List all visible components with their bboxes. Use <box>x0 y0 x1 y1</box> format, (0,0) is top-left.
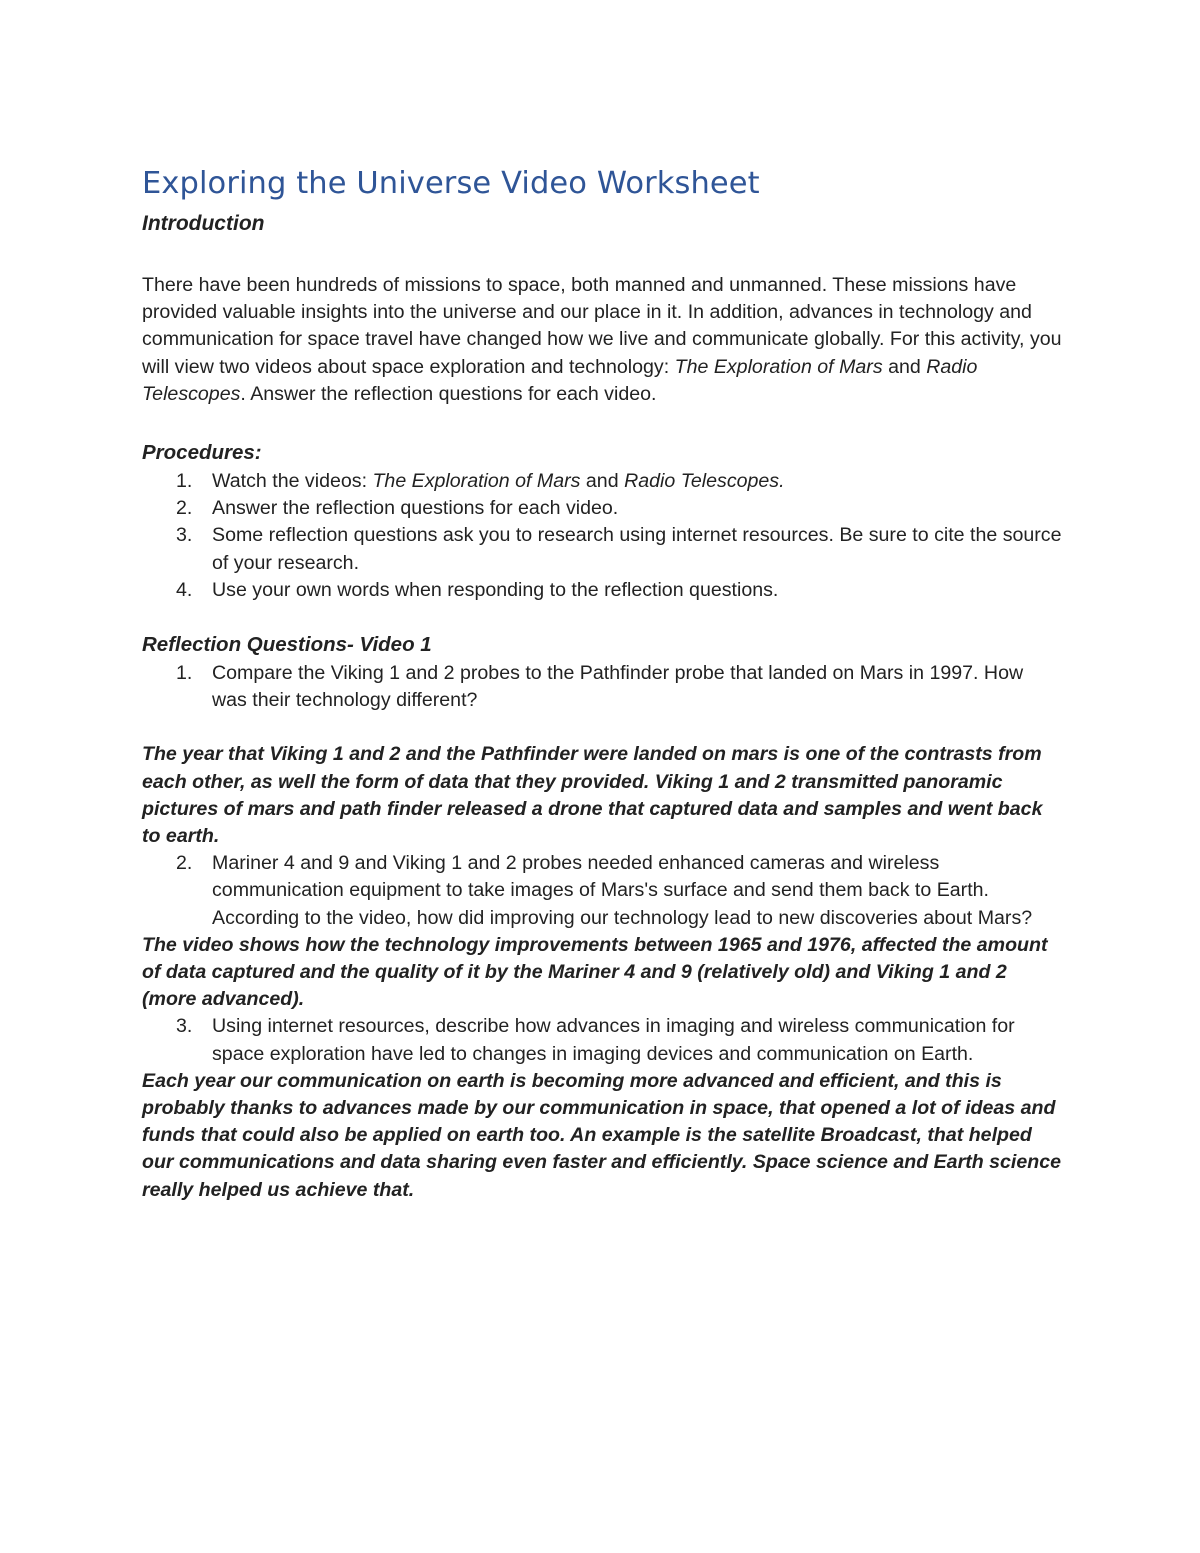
procedures-list <box>142 468 1062 604</box>
intro-joiner: and <box>882 355 927 378</box>
step-video2-title: Radio Telescopes. <box>624 470 785 493</box>
question-item <box>142 850 1062 932</box>
procedures-heading: Procedures: <box>142 441 262 465</box>
video1-title: The Exploration of Mars <box>674 355 883 378</box>
video2-title: Radio Telescopes <box>142 355 978 405</box>
step-joiner: and <box>580 470 625 493</box>
document-page <box>142 160 1062 1204</box>
question-number: 3. <box>176 1015 193 1038</box>
procedure-step <box>142 495 1062 522</box>
question-number: 2. <box>176 852 193 875</box>
question-text: Using internet resources, describe how advances in imaging and wireless communication for space exploration have led to changes in imaging devices and communication on Earth. <box>212 1015 1015 1065</box>
question-list <box>142 850 1062 932</box>
answer-text: Each year our communication on earth is becoming more advanced and efficient, and this is probably thanks to advances made by our communication in space, that opened a lot of ideas and funds that could also be applied on earth too. An example is the satellite Broadcast, that helped our communications and data sharing even faster and efficiently. Space science and Earth science really helped us achieve that. <box>142 1069 1062 1201</box>
step-text: Use your own words when responding to the reflection questions. <box>212 578 779 601</box>
question-number: 1. <box>176 662 193 685</box>
step-number: 3. <box>176 524 193 547</box>
document-title: Exploring the Universe Video Worksheet <box>142 166 760 201</box>
step-text: Some reflection questions ask you to research using internet resources. Be sure to cite the source of your research. <box>212 524 1062 574</box>
question-list <box>142 660 1062 714</box>
step-text: Answer the reflection questions for each video. <box>212 497 619 520</box>
question-text: Compare the Viking 1 and 2 probes to the Pathfinder probe that landed on Mars in 1997. How was their technology different? <box>212 662 1024 712</box>
answer-text: The year that Viking 1 and 2 and the Pathfinder were landed on mars is one of the contrasts from each other, as well the form of data that they provided. Viking 1 and 2 transmitted panoramic pictures of mars and path finder released a drone that captured data and samples and went back to earth. <box>142 743 1043 848</box>
procedure-step <box>142 577 1062 604</box>
step-number: 1. <box>176 470 193 493</box>
answer-text: The video shows how the technology improvements between 1965 and 1976, affected the amount of data captured and the quality of it by the Mariner 4 and 9 (relatively old) and Viking 1 and 2 (more advanced). <box>142 933 1048 1011</box>
question-list <box>142 1013 1062 1067</box>
step-video1-title: The Exploration of Mars <box>372 470 581 493</box>
reflection-questions-heading: Reflection Questions- Video 1 <box>142 633 432 657</box>
question-text: Mariner 4 and 9 and Viking 1 and 2 probes needed enhanced cameras and wireless communication equipment to take images of Mars's surface and send them back to Earth. According to the video, how did improving our technology lead to new discoveries about Mars? <box>212 852 1033 929</box>
step-text: Watch the videos: <box>212 470 373 493</box>
procedure-step <box>142 468 1062 495</box>
intro-text: There have been hundreds of missions to space, both manned and unmanned. These missions have provided valuable insights into the universe and our place in it. In addition, advances in technology and communication for space travel have changed how we live and communicate globally. For this activity, you will view two videos about space exploration and technology: <box>142 274 1062 378</box>
step-number: 4. <box>176 578 193 601</box>
question-item <box>142 1013 1062 1067</box>
procedure-step <box>142 522 1062 576</box>
introduction-paragraph <box>142 272 1062 408</box>
introduction-heading: Introduction <box>142 212 265 235</box>
question-item <box>142 660 1062 714</box>
step-number: 2. <box>176 497 193 520</box>
intro-text-end: . Answer the reflection questions for each video. <box>240 382 657 405</box>
